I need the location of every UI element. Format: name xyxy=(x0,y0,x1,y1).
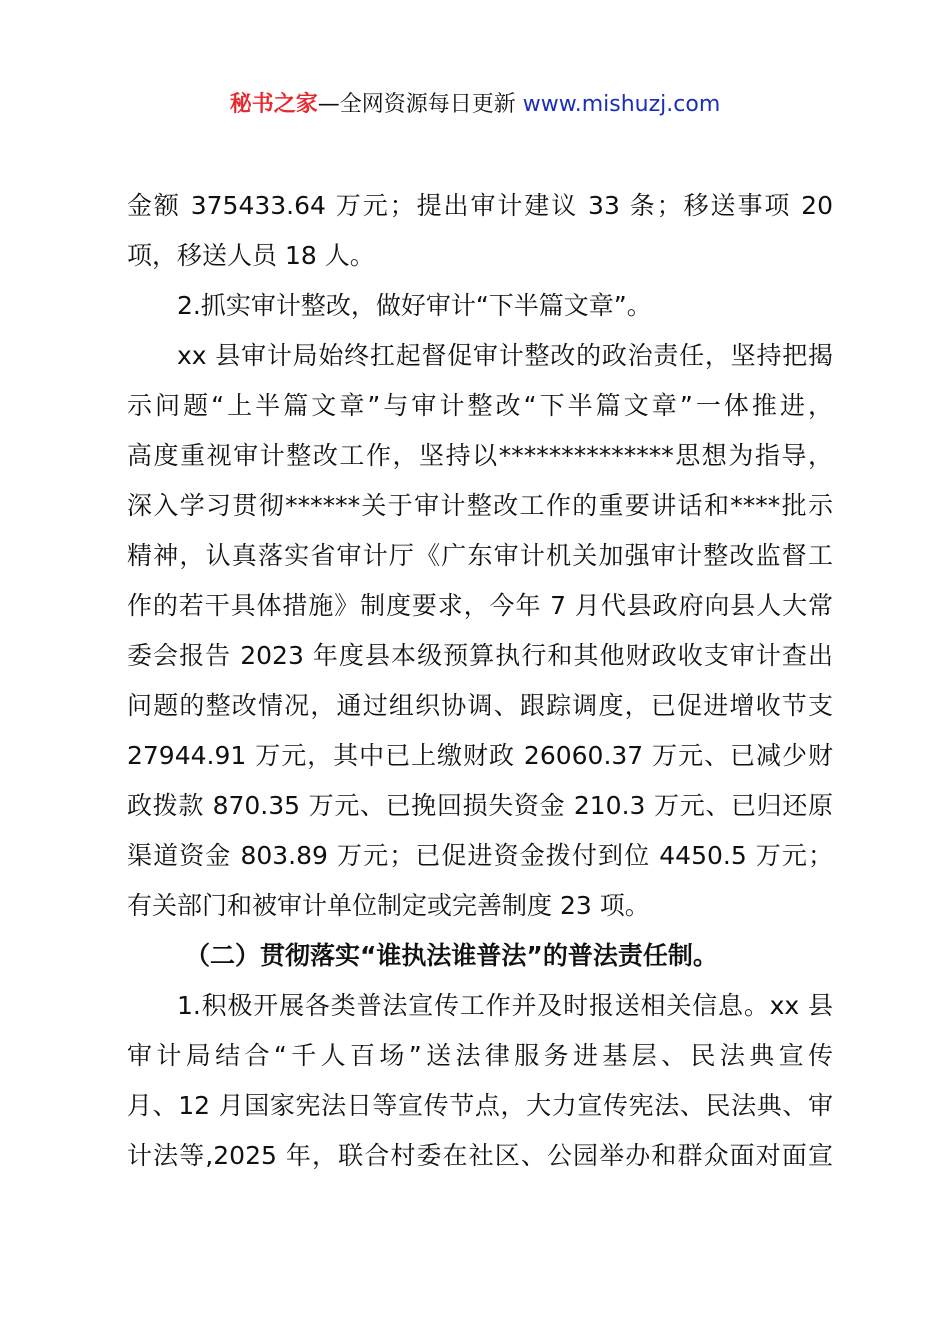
body-line-10: 委会报告 2023 年度县本级预算执行和其他财政收支审计查出 xyxy=(127,641,833,670)
body-line-20: 计法等,2025 年，联合村委在社区、公园举办和群众面对面宣 xyxy=(127,1141,833,1170)
body-line-5: 示问题“上半篇文章”与审计整改“下半篇文章”一体推进， xyxy=(127,391,833,420)
body-line-12: 27944.91 万元，其中已上缴财政 26060.37 万元、已减少财 xyxy=(127,741,833,770)
body-line-6: 高度重视审计整改工作，坚持以**************思想为指导， xyxy=(127,441,833,470)
body-line-13: 政拨款 870.35 万元、已挽回损失资金 210.3 万元、已归还原 xyxy=(127,791,833,820)
document-body xyxy=(127,181,833,1181)
body-line-1: 金额 375433.64 万元；提出审计建议 33 条；移送事项 20 xyxy=(127,191,833,220)
body-line-18: 审计局结合“千人百场”送法律服务进基层、民法典宣传 xyxy=(127,1041,833,1070)
subheading-rectification: 2.抓实审计整改，做好审计“下半篇文章”。 xyxy=(177,291,652,320)
body-line-14: 渠道资金 803.89 万元；已促进资金拨付到位 4450.5 万元； xyxy=(127,841,833,870)
body-line-7: 深入学习贯彻******关于审计整改工作的重要讲话和****批示 xyxy=(127,491,833,520)
body-line-15: 有关部门和被审计单位制定或完善制度 23 项。 xyxy=(127,891,650,920)
body-line-9: 作的若干具体措施》制度要求，今年 7 月代县政府向县人大常 xyxy=(127,591,833,620)
brand-name: 秘书之家 xyxy=(229,92,318,117)
banner-tagline: —全网资源每日更新 xyxy=(317,92,523,117)
body-line-11: 问题的整改情况，通过组织协调、跟踪调度，已促进增收节支 xyxy=(127,691,833,720)
site-banner xyxy=(0,88,950,122)
body-line-17: 1.积极开展各类普法宣传工作并及时报送相关信息。xx 县 xyxy=(177,991,833,1020)
body-line-4: xx 县审计局始终扛起督促审计整改的政治责任，坚持把揭 xyxy=(177,341,833,370)
website-link[interactable]: www.mishuzj.com xyxy=(522,92,721,117)
body-line-2: 项，移送人员 18 人。 xyxy=(127,241,375,270)
section-heading-2: （二）贯彻落实“谁执法谁普法”的普法责任制。 xyxy=(185,941,718,970)
body-line-8: 精神，认真落实省审计厅《广东审计机关加强审计整改监督工 xyxy=(127,541,833,570)
body-line-19: 月、12 月国家宪法日等宣传节点，大力宣传宪法、民法典、审 xyxy=(127,1091,833,1120)
